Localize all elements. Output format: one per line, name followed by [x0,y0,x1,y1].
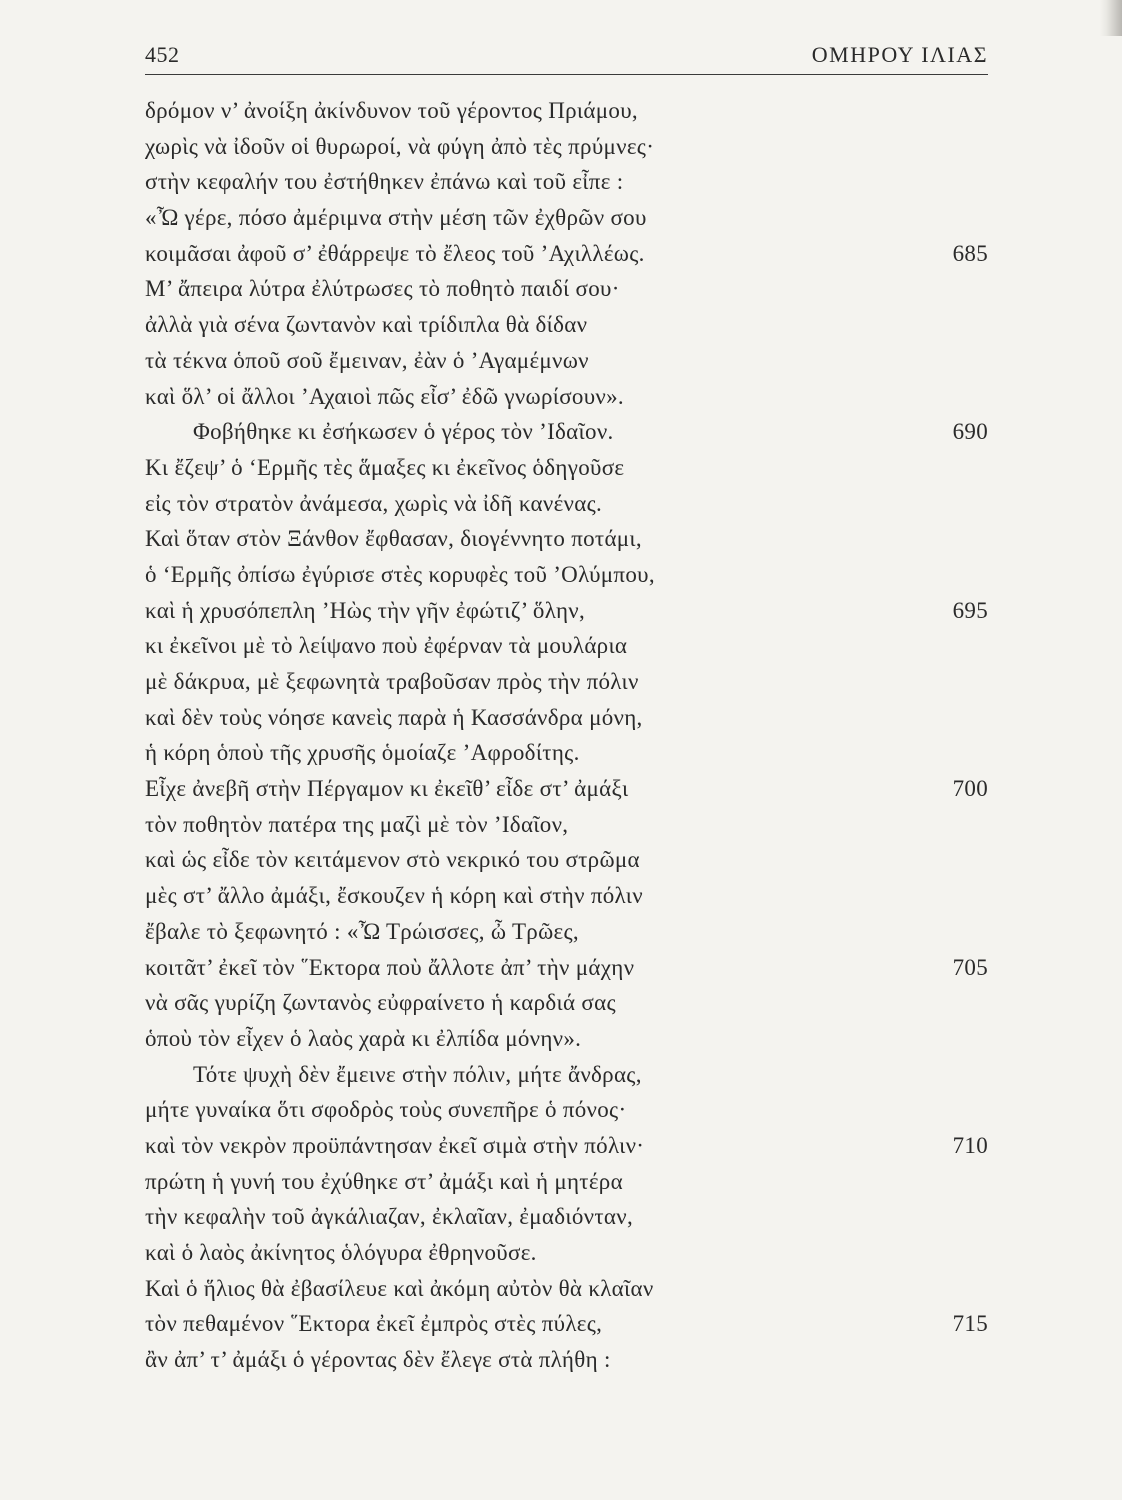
verse-line [145,93,988,129]
page-number: 452 [145,42,180,67]
verse-line [145,1092,988,1128]
verse-line [145,807,988,843]
verse-line [145,950,988,986]
verse-line [145,307,988,343]
verse-text: κι ἐκεῖνοι μὲ τὸ λείψανο ποὺ ἐφέρναν τὰ μουλάρια [145,633,628,659]
verse-text: καὶ δὲν τοὺς νόησε κανεὶς παρὰ ἡ Κασσάνδρα μόνη, [145,704,643,730]
line-number: 700 [952,776,988,802]
verse-line [145,842,988,878]
verse-line [145,878,988,914]
verse-line [145,1164,988,1200]
verse-text: Τότε ψυχὴ δὲν ἔμεινε στὴν πόλιν, μήτε ἄνδρας, [193,1061,642,1087]
line-number: 715 [952,1311,988,1337]
verse-text: δρόμον ν’ ἀνοίξη ἀκίνδυνον τοῦ γέροντος Πριάμου, [145,98,638,123]
line-number: 705 [952,954,988,980]
verse-line [145,985,988,1021]
verse-text: ἔβαλε τὸ ξεφωνητό : «Ὦ Τρώισσες, ὦ Τρῶες, [145,918,579,944]
verse-text: χωρὶς νὰ ἰδοῦν οἱ θυρωροί, νὰ φύγη ἀπὸ τὲς πρύμνες· [145,133,655,159]
verse-text: τὸν ποθητὸν πατέρα της μαζὶ μὲ τὸν ’Ιδαῖον, [145,811,569,837]
verse-text: Κι ἔζεψ’ ὁ ‘Ερμῆς τὲς ἅμαξες κι ἐκεῖνος ὁδηγοῦσε [145,454,625,480]
verse-text: «Ὦ γέρε, πόσο ἀμέριμνα στὴν μέση τῶν ἐχθρῶν σου [145,205,647,231]
verse-text: καὶ ὅλ’ οἱ ἄλλοι ’Αχαιοὶ πῶς εἶσ’ ἐδῶ γνωρίσουν». [145,383,624,409]
verse-line [145,164,988,200]
verse-text: Καὶ ὁ ἥλιος θὰ ἐβασίλευε καὶ ἀκόμη αὐτὸν θὰ κλαῖαν [145,1275,654,1301]
verse-text: καὶ ὡς εἶδε τὸν κειτάμενον στὸ νεκρικό του στρῶμα [145,847,640,873]
verse-line [145,1021,988,1057]
verse-text: ὁποὺ τὸν εἶχεν ὁ λαὸς χαρὰ κι ἐλπίδα μόνην». [145,1025,582,1051]
verse-text: μὲς στ’ ἄλλο ἀμάξι, ἔσκουζεν ἡ κόρη καὶ στὴν πόλιν [145,883,643,909]
verse-line [145,486,988,522]
verse-line [145,557,988,593]
verse-text: τὰ τέκνα ὁποῦ σοῦ ἔμειναν, ἐὰν ὁ ’Αγαμέμνων [145,347,589,373]
verse-line [145,343,988,379]
verse-line [145,735,988,771]
verse-line [145,1271,988,1307]
verse-line [145,521,988,557]
verse-line [145,379,988,415]
line-number: 710 [952,1132,988,1158]
verse-block [145,93,988,1378]
verse-text: μὲ δάκρυα, μὲ ξεφωνητὰ τραβοῦσαν πρὸς τὴν πόλιν [145,669,639,694]
verse-text: κοιτᾶτ’ ἐκεῖ τὸν ῞Εκτορα ποὺ ἄλλοτε ἀπ’ τὴν μάχην [145,954,635,980]
verse-text: Φοβήθηκε κι ἐσήκωσεν ὁ γέρος τὸν ’Ιδαῖον. [193,419,614,445]
verse-text: ὁ ‘Ερμῆς ὀπίσω ἐγύρισε στὲς κορυφὲς τοῦ ’Ολύμπου, [145,561,655,587]
verse-line [145,1199,988,1235]
verse-line [145,1057,988,1093]
verse-line [145,414,988,450]
page-corner-shadow [1100,0,1122,36]
verse-line [145,1306,988,1342]
running-head [145,36,988,76]
verse-text: Μ’ ἄπειρα λύτρα ἐλύτρωσες τὸ ποθητὸ παιδί σου· [145,276,620,302]
verse-text: τὸν πεθαμένον ῞Εκτορα ἐκεῖ ἐμπρὸς στὲς πύλες, [145,1311,603,1337]
verse-text: τὴν κεφαλὴν τοῦ ἀγκάλιαζαν, ἐκλαῖαν, ἐμαδιόνταν, [145,1204,633,1230]
line-number: 690 [952,419,988,445]
verse-text: εἰς τὸν στρατὸν ἀνάμεσα, χωρὶς νὰ ἰδῆ κανένας. [145,490,603,516]
verse-line [145,271,988,307]
verse-text: καὶ ὁ λαὸς ἀκίνητος ὁλόγυρα ἐθρηνοῦσε. [145,1240,537,1265]
verse-line [145,1342,988,1378]
verse-text: ἂν ἀπ’ τ’ ἀμάξι ὁ γέροντας δὲν ἔλεγε στὰ πλήθη : [145,1347,611,1373]
book-title: ΟΜΗΡΟΥ ΙΛΙΑΣ [811,42,988,67]
verse-text: Εἶχε ἀνεβῆ στὴν Πέργαμον κι ἐκεῖθ’ εἶδε στ’ ἀμάξι [145,776,629,802]
verse-text: καὶ ἡ χρυσόπεπλη ’Ηὼς τὴν γῆν ἐφώτιζ’ ὅλην, [145,597,586,623]
verse-text: μήτε γυναίκα ὅτι σφοδρὸς τοὺς συνεπῆρε ὁ πόνος· [145,1097,627,1123]
line-number: 685 [952,240,988,266]
verse-line [145,628,988,664]
verse-text: στὴν κεφαλήν του ἐστήθηκεν ἐπάνω καὶ τοῦ εἶπε : [145,169,624,195]
verse-text: ἡ κόρη ὁποὺ τῆς χρυσῆς ὁμοίαζε ’Αφροδίτης. [145,740,580,766]
verse-line [145,593,988,629]
verse-line [145,771,988,807]
verse-line [145,1235,988,1271]
verse-text: πρώτη ἡ γυνή του ἐχύθηκε στ’ ἀμάξι καὶ ἡ μητέρα [145,1168,623,1194]
verse-line [145,450,988,486]
verse-line [145,914,988,950]
verse-line [145,1128,988,1164]
verse-text: κοιμᾶσαι ἀφοῦ σ’ ἐθάρρεψε τὸ ἔλεος τοῦ ’Αχιλλέως. [145,240,645,266]
verse-line [145,200,988,236]
verse-line [145,664,988,700]
verse-text: ἀλλὰ γιὰ σένα ζωντανὸν καὶ τρίδιπλα θὰ δίδαν [145,312,588,338]
verse-line [145,236,988,272]
verse-text: νὰ σᾶς γυρίζη ζωντανὸς εὐφραίνετο ἡ καρδιά σας [145,990,616,1016]
header-rule [145,74,988,75]
verse-line [145,129,988,165]
verse-text: καὶ τὸν νεκρὸν προϋπάντησαν ἐκεῖ σιμὰ στὴν πόλιν· [145,1132,645,1158]
verse-text: Καὶ ὅταν στὸν Ξάνθον ἔφθασαν, διογέννητο ποτάμι, [145,526,642,552]
line-number: 695 [952,597,988,623]
verse-line [145,700,988,736]
